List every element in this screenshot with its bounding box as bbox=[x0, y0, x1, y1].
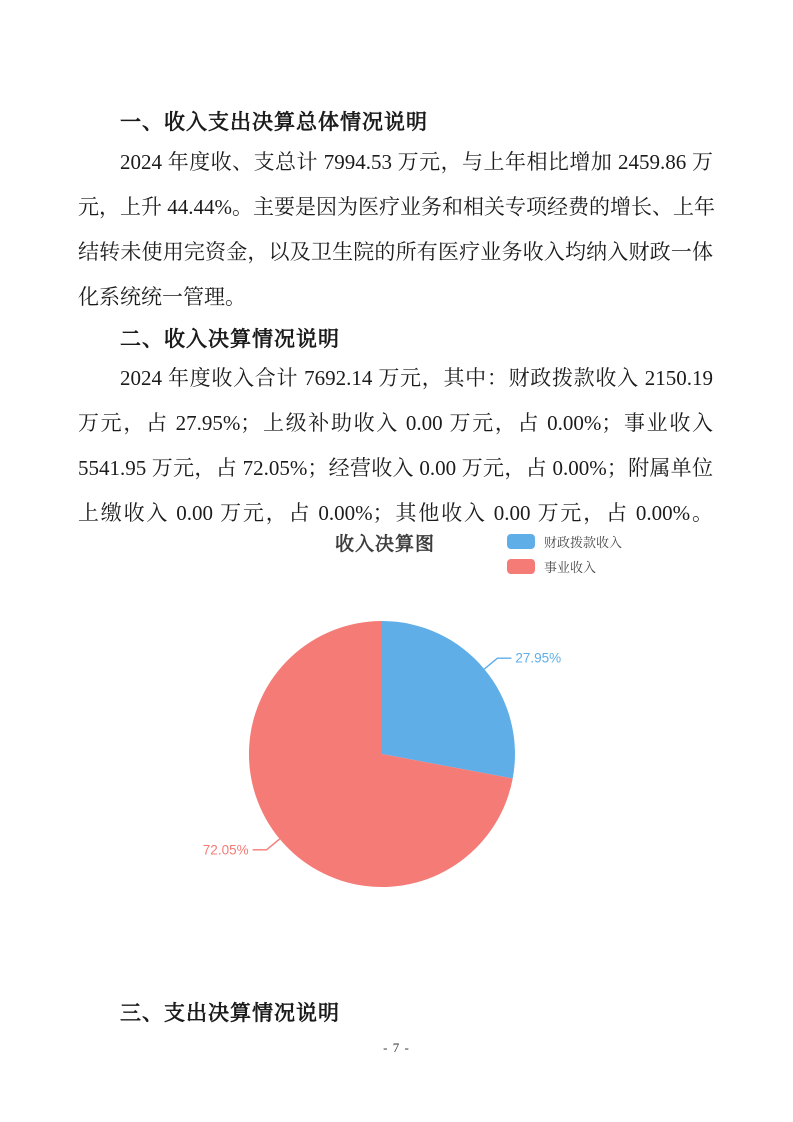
paragraph-line: 化系统统一管理。 bbox=[78, 285, 246, 309]
paragraph-line: 元，上升 44.44%。主要是因为医疗业务和相关专项经费的增长、上年 bbox=[78, 195, 715, 219]
pie-chart bbox=[140, 590, 620, 900]
paragraph-1 bbox=[78, 140, 713, 320]
pie-percent-label: 27.95% bbox=[515, 650, 562, 666]
section-heading-1: 一、收入支出决算总体情况说明 bbox=[120, 110, 428, 134]
paragraph-line: 2024 年度收入合计 7692.14 万元，其中：财政拨款收入 2150.19 bbox=[120, 366, 713, 390]
paragraph-line: 万元，占 27.95%；上级补助收入 0.00 万元，占 0.00%；事业收入 bbox=[78, 411, 713, 435]
legend-item bbox=[507, 533, 622, 550]
label-leader-line bbox=[484, 658, 511, 669]
legend-label: 财政拨款收入 bbox=[544, 535, 623, 550]
legend-label: 事业收入 bbox=[544, 560, 597, 575]
legend-swatch-icon bbox=[507, 534, 535, 549]
legend-item bbox=[507, 558, 622, 575]
chart-legend bbox=[507, 533, 622, 583]
page-number: - 7 - bbox=[383, 1040, 410, 1055]
pie-percent-label: 72.05% bbox=[202, 842, 249, 858]
pie-slice bbox=[382, 621, 515, 779]
legend-swatch-icon bbox=[507, 559, 535, 574]
section-heading-3: 三、支出决算情况说明 bbox=[120, 1001, 340, 1025]
paragraph-2 bbox=[78, 356, 713, 536]
paragraph-line: 上缴收入 0.00 万元，占 0.00%；其他收入 0.00 万元，占 0.00%。 bbox=[78, 501, 713, 525]
paragraph-line: 2024 年度收、支总计 7994.53 万元，与上年相比增加 2459.86 万 bbox=[120, 150, 713, 174]
label-leader-line bbox=[253, 839, 280, 850]
chart-title: 收入决算图 bbox=[334, 534, 436, 555]
paragraph-line: 5541.95 万元，占 72.05%；经营收入 0.00 万元，占 0.00%；附属单位 bbox=[78, 456, 713, 480]
section-heading-2: 二、收入决算情况说明 bbox=[120, 327, 340, 351]
paragraph-line: 结转未使用完资金，以及卫生院的所有医疗业务收入均纳入财政一体 bbox=[78, 240, 713, 264]
